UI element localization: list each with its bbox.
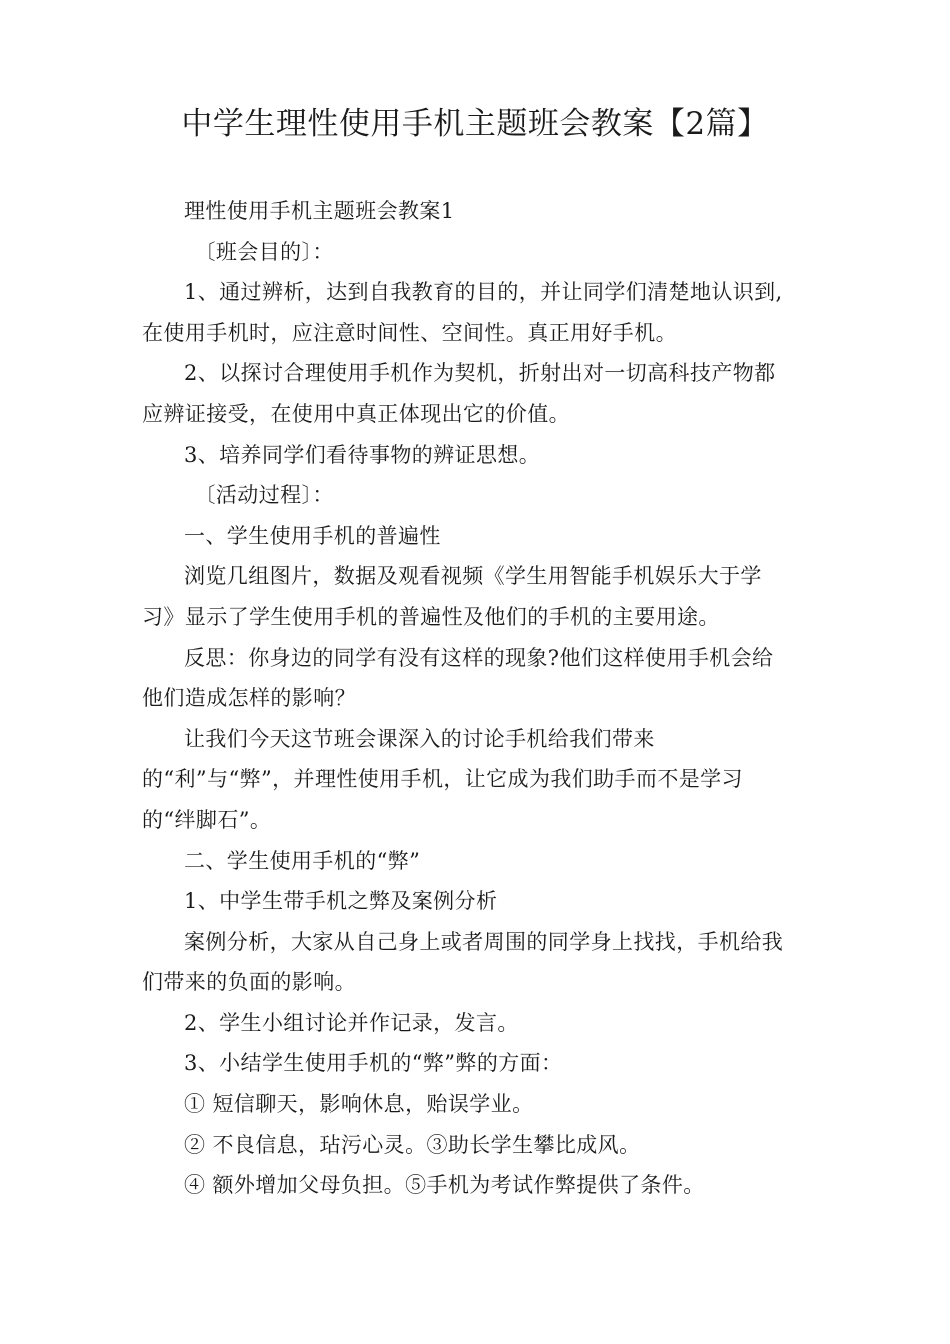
paragraph: 3、小结学生使用手机的“弊”弊的方面： — [184, 1051, 563, 1076]
document-body — [142, 191, 787, 1206]
list-item: ① 短信聊天，影响休息，贻误学业。 — [184, 1092, 534, 1117]
paragraph: 案例分析，大家从自己身上或者周围的同学身上找找，手机给我们带来的负面的影响。 — [142, 929, 784, 995]
paragraph: 让我们今天这节班会课深入的讨论手机给我们带来的“利”与“弊”，并理性使用手机，让它成为我们助手而不是学习的“绊脚石”。 — [142, 726, 743, 832]
section-heading: 二、学生使用手机的“弊” — [184, 848, 421, 873]
bracket-heading: 〔班会目的〕： — [194, 239, 334, 264]
paragraph: 2、以探讨合理使用手机作为契机，折射出对一切高科技产物都应辨证接受，在使用中真正体现出它的价值。 — [142, 361, 776, 426]
list-item: ④ 额外增加父母负担。⑤手机为考试作弊提供了条件。 — [184, 1173, 705, 1198]
paragraph: 2、学生小组讨论并作记录，发言。 — [184, 1010, 519, 1035]
bracket-heading: 〔活动过程〕： — [194, 483, 334, 508]
paragraph: 1、中学生带手机之弊及案例分析 — [184, 889, 498, 914]
paragraph: 浏览几组图片，数据及观看视频《学生用智能手机娱乐大于学习》显示了学生使用手机的普遍性及他们的手机的主要用途。 — [142, 564, 762, 629]
section-heading: 一、学生使用手机的普遍性 — [184, 523, 441, 548]
document-title: 中学生理性使用手机主题班会教案【2篇】 — [181, 106, 769, 142]
section-heading: 理性使用手机主题班会教案1 — [184, 199, 455, 223]
paragraph: 1、通过辨析，达到自我教育的目的，并让同学们清楚地认识到,在使用手机时，应注意时间性、空间性。真正用好手机。 — [142, 280, 783, 345]
paragraph: 反思：你身边的同学有没有这样的现象?他们这样使用手机会给他们造成怎样的影响？ — [142, 645, 774, 711]
list-item: ② 不良信息，玷污心灵。③助长学生攀比成风。 — [184, 1132, 641, 1157]
paragraph: 3、培养同学们看待事物的辨证思想。 — [184, 442, 541, 467]
